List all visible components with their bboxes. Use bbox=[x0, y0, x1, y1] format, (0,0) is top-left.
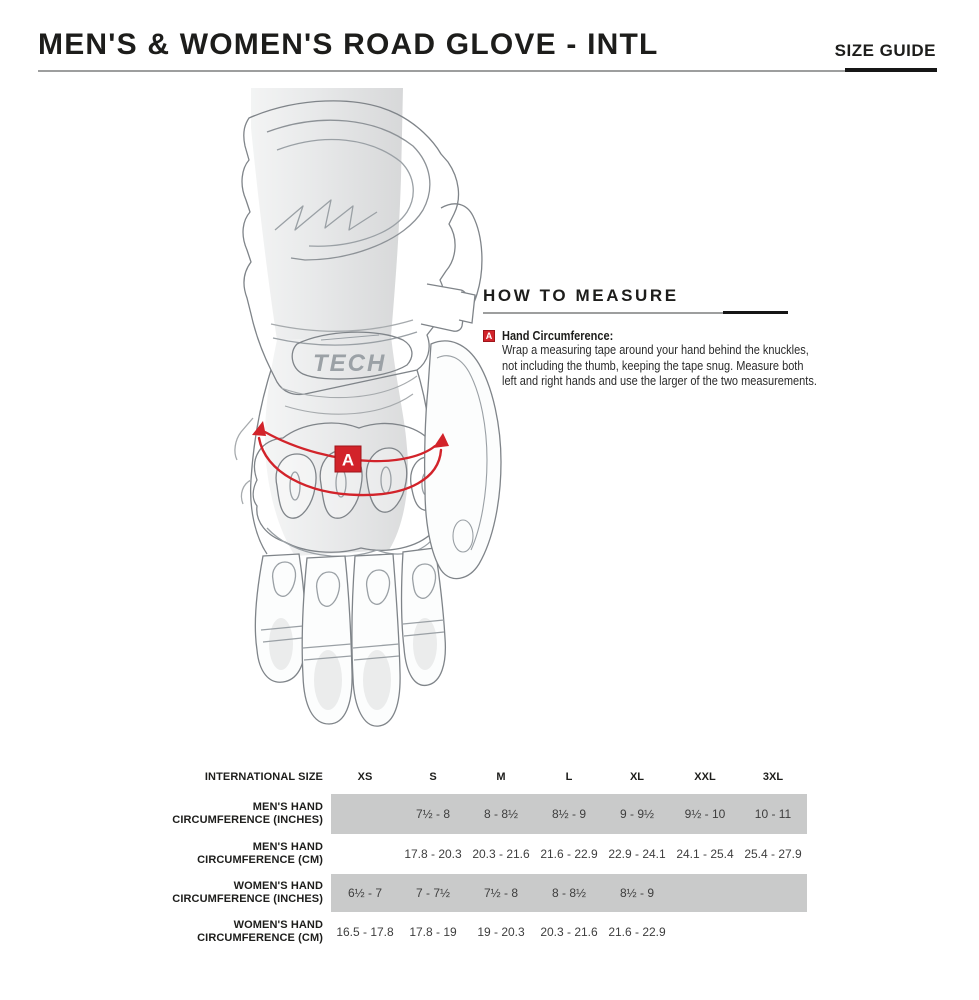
row-values bbox=[331, 912, 807, 952]
glove-logo-text: TECH bbox=[313, 350, 387, 377]
glove-illustration-svg bbox=[145, 88, 525, 748]
page-title: MEN'S & WOMEN'S ROAD GLOVE - INTL bbox=[38, 28, 659, 61]
size-cell: 25.4 - 27.9 bbox=[744, 847, 802, 861]
instruction-line: left and right hands and use the larger of the two measurements. bbox=[502, 374, 817, 388]
how-to-measure-rule-gray bbox=[483, 312, 723, 314]
size-cell: 17.8 - 19 bbox=[409, 925, 457, 939]
size-cell: 10 - 11 bbox=[754, 807, 792, 821]
size-table-head bbox=[170, 760, 810, 794]
how-to-measure-section bbox=[483, 286, 817, 388]
row-label: WOMEN'S HAND CIRCUMFERENCE (INCHES) bbox=[172, 880, 323, 905]
row-label: MEN'S HAND CIRCUMFERENCE (INCHES) bbox=[172, 801, 323, 826]
hand-circumference-title: Hand Circumference: bbox=[502, 329, 614, 343]
size-column-header: XL bbox=[629, 771, 645, 783]
how-to-measure-heading: HOW TO MEASURE bbox=[483, 286, 679, 305]
table-row bbox=[170, 794, 810, 834]
size-cell: 9½ - 10 bbox=[684, 807, 726, 821]
size-cell: 24.1 - 25.4 bbox=[676, 847, 734, 861]
measure-marker-a bbox=[335, 446, 361, 472]
size-column-header: M bbox=[496, 771, 506, 783]
row-values bbox=[331, 794, 807, 834]
size-column-header: L bbox=[565, 771, 573, 783]
size-cell: 20.3 - 21.6 bbox=[472, 847, 530, 861]
size-cell: 7½ - 8 bbox=[483, 886, 519, 900]
size-table-body bbox=[170, 794, 810, 952]
tape-arrow-left bbox=[252, 421, 266, 436]
marker-a-chip: A bbox=[483, 330, 495, 342]
size-cell: 19 - 20.3 bbox=[477, 925, 525, 939]
size-column-header: S bbox=[429, 771, 437, 783]
instruction-line: Wrap a measuring tape around your hand behind the knuckles, bbox=[502, 343, 809, 357]
glove-illustration bbox=[145, 88, 525, 748]
hand-circumference-text bbox=[502, 329, 817, 390]
header-rule-gray bbox=[38, 70, 845, 72]
size-cell: 6½ - 7 bbox=[347, 886, 383, 900]
fingers bbox=[255, 548, 445, 726]
measure-marker-a-label: A bbox=[341, 450, 355, 470]
row-values bbox=[331, 834, 807, 874]
header-rule-black bbox=[845, 68, 937, 72]
size-column-header: 3XL bbox=[762, 771, 784, 783]
size-cell: 7½ - 8 bbox=[415, 807, 451, 821]
row-values bbox=[331, 874, 807, 912]
size-cell: 8 - 8½ bbox=[483, 807, 519, 821]
size-cell: 9 - 9½ bbox=[619, 807, 655, 821]
table-row bbox=[170, 834, 810, 874]
size-table bbox=[170, 760, 810, 952]
row-label: MEN'S HAND CIRCUMFERENCE (CM) bbox=[197, 841, 323, 866]
size-cell: 20.3 - 21.6 bbox=[540, 925, 598, 939]
size-cell: 16.5 - 17.8 bbox=[336, 925, 394, 939]
how-to-measure-rule-black bbox=[723, 311, 788, 314]
wrist-strap bbox=[421, 204, 482, 331]
size-guide-label: SIZE GUIDE bbox=[834, 41, 936, 60]
size-column-header: XXL bbox=[694, 771, 716, 783]
size-cell: 21.6 - 22.9 bbox=[540, 847, 598, 861]
size-cell: 21.6 - 22.9 bbox=[608, 925, 666, 939]
size-cell: 17.8 - 20.3 bbox=[404, 847, 462, 861]
instruction-line: not including the thumb, keeping the tape snug. Measure both bbox=[502, 358, 804, 373]
size-cell: 8½ - 9 bbox=[551, 807, 587, 821]
row-label: WOMEN'S HAND CIRCUMFERENCE (CM) bbox=[197, 919, 323, 944]
size-cell: 8 - 8½ bbox=[551, 886, 587, 900]
size-cell: 8½ - 9 bbox=[619, 886, 655, 900]
size-cell: 22.9 - 24.1 bbox=[608, 847, 666, 861]
table-row bbox=[170, 874, 810, 912]
size-cell: 7 - 7½ bbox=[415, 886, 451, 900]
size-table-header-label: INTERNATIONAL SIZE bbox=[204, 770, 323, 783]
size-table-header-row bbox=[331, 760, 807, 794]
hand-circumference-item bbox=[483, 329, 860, 390]
size-column-header: XS bbox=[357, 771, 373, 783]
table-row bbox=[170, 912, 810, 952]
